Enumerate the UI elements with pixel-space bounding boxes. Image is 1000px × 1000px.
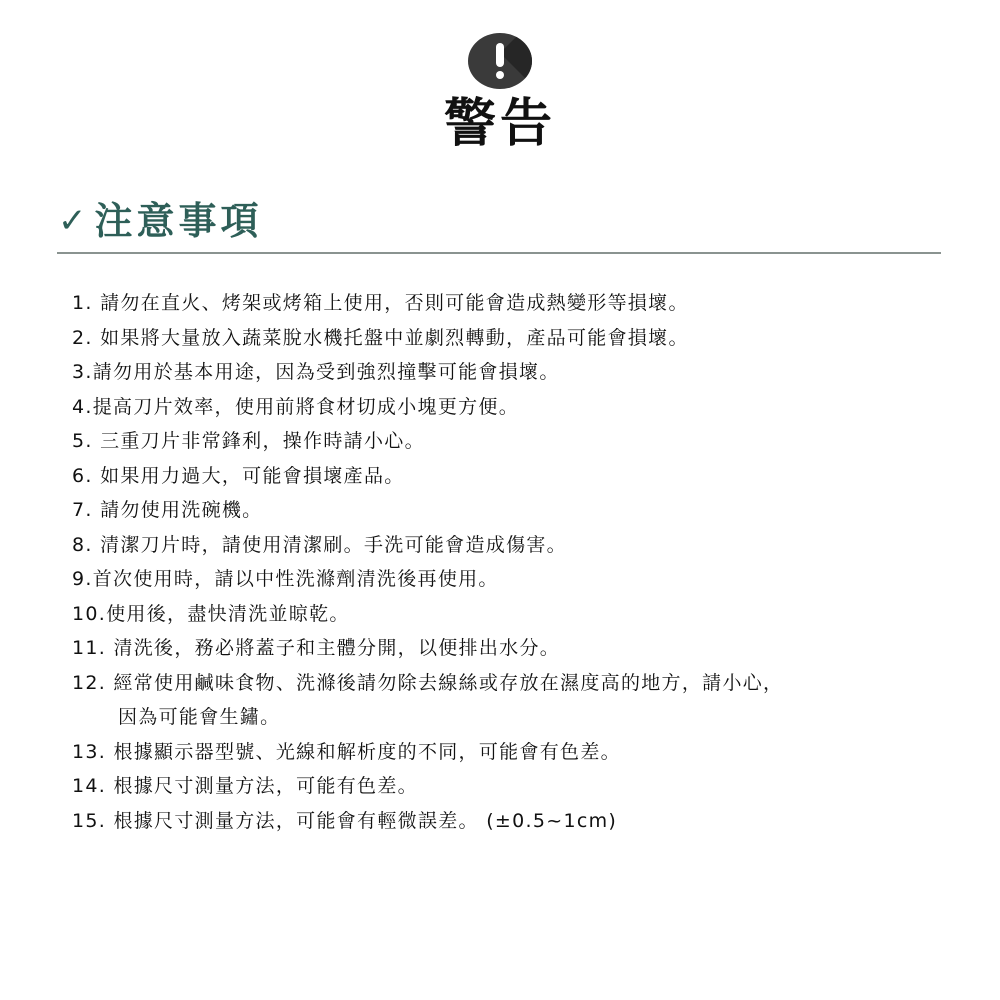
note-text: 5. 三重刀片非常鋒利，操作時請小心。 xyxy=(72,430,425,452)
note-text: 4.提高刀片效率，使用前將食材切成小塊更方便。 xyxy=(72,395,520,418)
note-text: 9.首次使用時，請以中性洗滌劑清洗後再使用。 xyxy=(72,568,499,590)
note-item-11 xyxy=(72,631,992,666)
section-title: 注意事項 xyxy=(94,199,263,243)
note-item-7 xyxy=(72,493,992,528)
exclamation-dot xyxy=(496,71,504,79)
warning-title: 警告 xyxy=(443,94,556,154)
note-text: 8. 清潔刀片時，請使用清潔刷。手洗可能會造成傷害。 xyxy=(72,533,567,556)
note-text: 3.請勿用於基本用途，因為受到強烈撞擊可能會損壞。 xyxy=(72,361,560,383)
note-item-1 xyxy=(72,286,992,321)
note-item-9 xyxy=(72,562,992,597)
notes-list xyxy=(72,286,992,838)
exclamation-circle-icon xyxy=(468,33,532,89)
note-text: 11. 清洗後，務必將蓋子和主體分開，以便排出水分。 xyxy=(72,637,561,659)
note-item-14 xyxy=(72,769,992,804)
note-item-15 xyxy=(72,804,992,839)
note-text: 15. 根據尺寸測量方法，可能會有輕微誤差。 (±0.5~1cm) xyxy=(72,809,618,832)
note-item-10 xyxy=(72,597,992,632)
note-item-8 xyxy=(72,528,992,563)
note-item-6 xyxy=(72,459,992,494)
checkmark-icon: ✓ xyxy=(58,201,87,241)
note-text: 7. 請勿使用洗碗機。 xyxy=(72,499,263,521)
note-text: 13. 根據顯示器型號、光線和解析度的不同，可能會有色差。 xyxy=(72,740,621,763)
note-item-2 xyxy=(72,321,992,356)
note-text: 6. 如果用力過大，可能會損壞產品。 xyxy=(72,464,405,487)
note-text: 14. 根據尺寸測量方法，可能有色差。 xyxy=(72,775,418,797)
note-item-4 xyxy=(72,390,992,425)
note-item-12 xyxy=(72,666,992,735)
note-item-13 xyxy=(72,735,992,770)
note-text: 12. 經常使用鹹味食物、洗滌後請勿除去線絲或存放在濕度高的地方，請小心， xyxy=(72,671,784,694)
note-text: 2. 如果將大量放入蔬菜脫水機托盤中並劇烈轉動，產品可能會損壞。 xyxy=(72,326,689,349)
note-text-continuation: 因為可能會生鏽。 xyxy=(118,706,281,728)
section-heading xyxy=(58,196,263,246)
note-text: 10.使用後，盡快清洗並晾乾。 xyxy=(72,602,350,625)
note-text: 1. 請勿在直火、烤架或烤箱上使用，否則可能會造成熱變形等損壞。 xyxy=(72,292,689,314)
note-item-5 xyxy=(72,424,992,459)
section-divider xyxy=(57,252,941,254)
icon-long-shadow xyxy=(500,33,532,89)
exclamation-bar xyxy=(496,43,504,67)
note-item-3 xyxy=(72,355,992,390)
